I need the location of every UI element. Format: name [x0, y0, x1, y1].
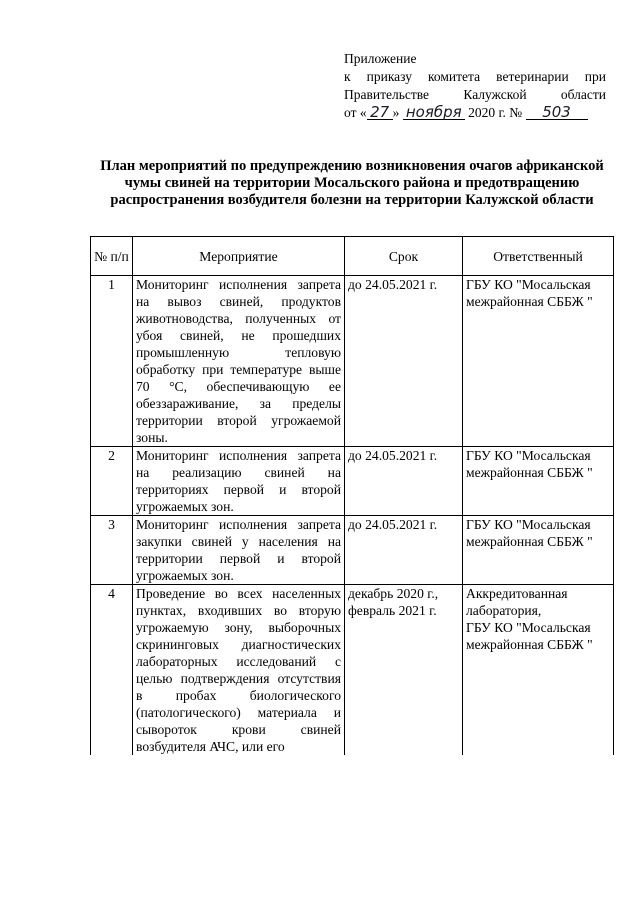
appendix-date-line: [344, 104, 606, 122]
row-responsible-line: ГБУ КО "Мосальская межрайонная СББЖ ": [466, 620, 593, 652]
row-action: Мониторинг исполнения запрета на вывоз свиней, продуктов животноводства, полученных от убоя свиней, не прошедших промышленную тепловую обработку при температуре выше 70 °С, обеспечивающую ее обеззараживание, за пределы территории второй угрожаемой зоны.: [133, 276, 345, 447]
handwritten-order-number: 503: [526, 105, 588, 120]
row-action: Проведение во всех населенных пунктах, входивших во вторую угрожаемую зону, выборочных скрининговых диагностических лабораторных исследований с целью подтверждения отсутствия в пробах биологического (патологического) материала и сывороток крови свиней возбудителя АЧС, или его: [133, 585, 345, 756]
appendix-order-line: к приказу комитета ветеринарии при: [344, 69, 606, 84]
header-term: Срок: [345, 237, 463, 276]
table-row: [91, 447, 614, 516]
document-title: План мероприятий по предупреждению возникновения очагов африканской чумы свиней на территории Мосальского района и предотвращению распространения возбудителя болезни на территории Калужской области: [100, 158, 604, 208]
row-responsible: ГБУ КО "Мосальская межрайонная СББЖ ": [463, 516, 614, 585]
row-num: 3: [91, 516, 133, 585]
header-responsible: Ответственный: [463, 237, 614, 276]
row-term: до 24.05.2021 г.: [345, 447, 463, 516]
appendix-title: Приложение: [344, 51, 417, 66]
handwritten-day: 27: [367, 105, 393, 120]
row-term: до 24.05.2021 г.: [345, 276, 463, 447]
row-term: до 24.05.2021 г.: [345, 516, 463, 585]
row-term: [345, 585, 463, 756]
appendix-block: [344, 50, 606, 122]
table-header-row: [91, 237, 614, 276]
date-prefix: от «: [344, 105, 367, 120]
row-num: 2: [91, 447, 133, 516]
row-term-line: февраль 2021 г.: [348, 603, 437, 618]
table-row: [91, 276, 614, 447]
date-mid: »: [392, 105, 400, 120]
row-term-line: декабрь 2020 г.,: [348, 586, 439, 601]
row-num: 1: [91, 276, 133, 447]
row-responsible: ГБУ КО "Мосальская межрайонная СББЖ ": [463, 447, 614, 516]
plan-table: [90, 236, 614, 755]
table-row: [91, 516, 614, 585]
row-action: Мониторинг исполнения запрета закупки свиней у населения на территории первой и второй угрожаемых зон.: [133, 516, 345, 585]
table-row: [91, 585, 614, 756]
row-action: Мониторинг исполнения запрета на реализацию свиней на территориях первой и второй угрожаемых зон.: [133, 447, 345, 516]
row-responsible: ГБУ КО "Мосальская межрайонная СББЖ ": [463, 276, 614, 447]
row-responsible: [463, 585, 614, 756]
date-year: 2020 г. №: [468, 105, 523, 120]
row-responsible-line: Аккредитованная лаборатория,: [466, 586, 568, 618]
appendix-government-line: Правительстве Калужской области: [344, 87, 606, 102]
handwritten-month: ноября: [403, 105, 465, 120]
row-num: 4: [91, 585, 133, 756]
header-action: Мероприятие: [133, 237, 345, 276]
header-num: № п/п: [91, 237, 133, 276]
